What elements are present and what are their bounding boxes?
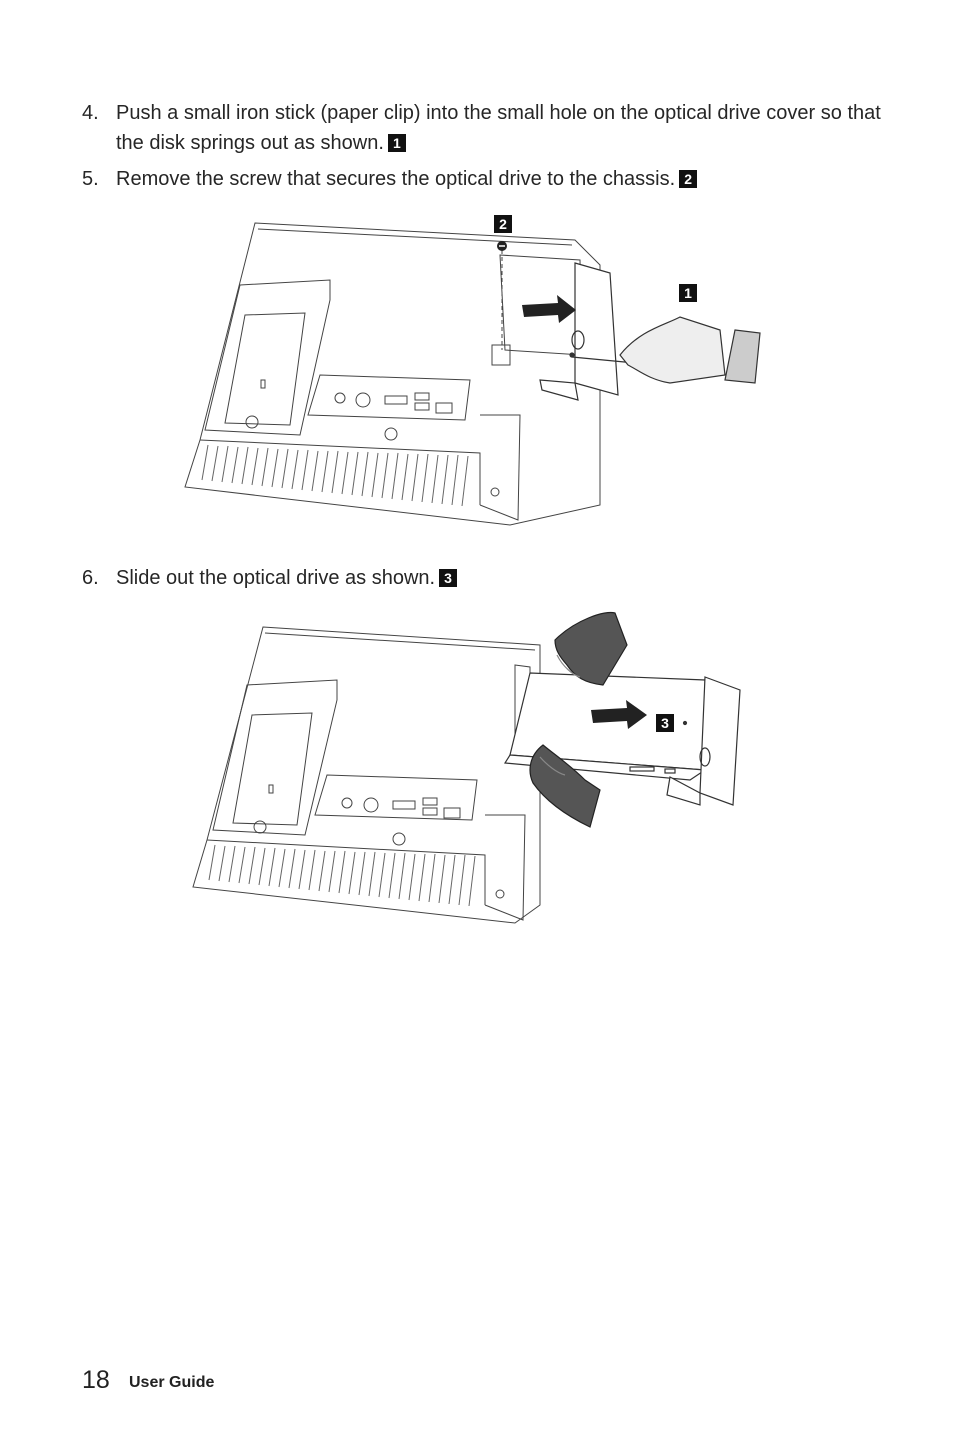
illustration-chassis-eject bbox=[180, 205, 780, 535]
document-title: User Guide bbox=[129, 1374, 215, 1391]
svg-text:3: 3 bbox=[661, 715, 669, 731]
step-text-content: Push a small iron stick (paper clip) into the small hole on the optical drive cover so that the disk springs out as shown. bbox=[116, 102, 881, 154]
svg-text:2: 2 bbox=[499, 216, 507, 232]
callout-badge: 1 bbox=[388, 134, 406, 152]
step-number: 6. bbox=[82, 567, 99, 589]
figure-slide-drive bbox=[185, 605, 765, 940]
callout-badge: 3 bbox=[439, 569, 457, 587]
figure-eject-drive bbox=[180, 205, 780, 535]
callout-3 bbox=[656, 714, 674, 732]
step-4 bbox=[82, 98, 882, 158]
svg-text:1: 1 bbox=[684, 285, 692, 301]
step-5 bbox=[82, 164, 882, 194]
step-text bbox=[116, 563, 882, 593]
screw-icon bbox=[497, 241, 507, 251]
hand-icon bbox=[620, 317, 760, 383]
arrow-right-icon bbox=[522, 295, 576, 323]
callout-2 bbox=[494, 215, 512, 233]
page-number: 18 bbox=[82, 1366, 110, 1394]
step-text-content: Slide out the optical drive as shown. bbox=[116, 567, 436, 589]
step-6 bbox=[82, 563, 882, 593]
illustration-chassis-slide bbox=[185, 605, 765, 940]
step-text bbox=[116, 164, 882, 194]
step-text bbox=[116, 98, 882, 158]
callout-badge: 2 bbox=[679, 170, 697, 188]
step-text-content: Remove the screw that secures the optical drive to the chassis. bbox=[116, 168, 676, 190]
step-number: 4. bbox=[82, 102, 99, 124]
callout-1 bbox=[679, 284, 697, 302]
step-number: 5. bbox=[82, 168, 99, 190]
